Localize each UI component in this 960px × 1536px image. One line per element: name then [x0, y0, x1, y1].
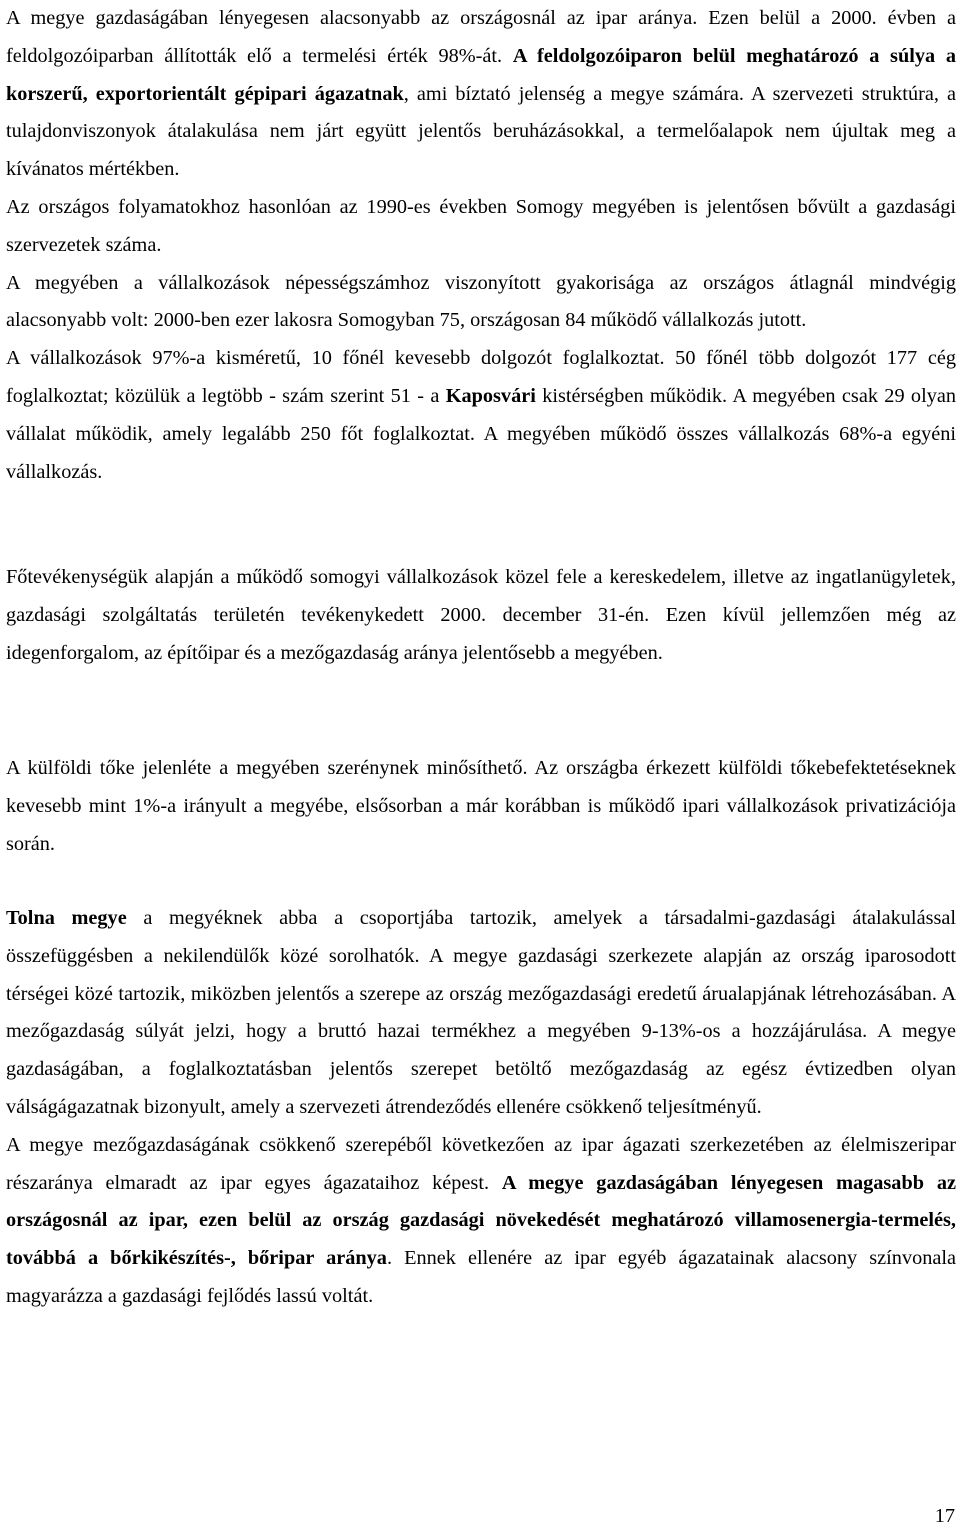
page-number: 17 [934, 1505, 955, 1527]
text-main-activity: Főtevékenységük alapján a működő somogyi vállalkozások közel fele a kereskedelem, illetve az ingatlanügyletek, gazdasági szolgáltatás területén tevékenykedett 2000. december 31-én. Ezen kívül jellemzően még az idegenforgalom, az építőipar és a mezőgazdaság aránya jelentősebb a megyében. [6, 566, 956, 664]
text-machine-industry-bold: A feldolgozóiparon belül meghatározó a súlya a korszerű, exportorientált gépipari ágazatnak [6, 44, 956, 105]
text-tolna-industry-bold: A megye gazdaságában lényegesen magasabb az országosnál az ipar, ezen belül az ország gazdasági növekedését meghatározó villamosenergia-termelés, továbbá a bőrkikészítés-, bőripar aránya [6, 1171, 956, 1270]
paragraph-tolna-structure [6, 900, 956, 1127]
paragraph-industry-share [6, 0, 956, 189]
paragraph-main-activity [6, 559, 956, 672]
text-kaposvari-bold: Kaposvári [445, 384, 536, 407]
text-enterprise-size-end: kistérségben működik. A megyében csak 29 olyan vállalat működik, amely legalább 250 főt foglalkoztat. A megyében működő összes vállalkozás 68%-a egyéni vállalkozás. [6, 384, 956, 483]
paragraph-enterprise-frequency [6, 265, 956, 341]
paragraph-tolna-industry [6, 1127, 956, 1316]
text-industry-share: A megye gazdaságában lényegesen alacsonyabb az országosnál az ipar aránya. Ezen belül a 2000. évben a feldolgozóiparban állították elő a termelési érték 98%-át. [6, 7, 956, 67]
text-structure: , ami bíztató jelenség a megye számára. A szervezeti struktúra, a tulajdonviszonyok átalakulása nem járt együtt jelentős beruházásokkal, a termelőalapok nem újultak meg a kívánatos mértékben. [6, 82, 957, 181]
paragraph-group-tolna [6, 900, 956, 1316]
paragraph-group-somogy-economy [6, 0, 956, 491]
text-enterprise-frequency: A megyében a vállalkozások népességszámhoz viszonyított gyakorisága az országos átlagnál mindvégig alacsonyabb volt: 2000-ben ezer lakosra Somogyban 75, országosan 84 működő vállalkozás jutott. [6, 271, 956, 332]
text-tolna-agriculture: A megye mezőgazdaságának csökkenő szerepéből következően az ipar ágazati szerkezetében az élelmiszeripar részaránya elmaradt az ipar egyes ágazataihoz képest. [6, 1133, 956, 1194]
text-tolna-conclusion: . Ennek ellenére az ipar egyéb ágazatainak alacsony színvonala magyarázza a gazdasági fejlődés lassú voltát. [6, 1247, 957, 1307]
text-tolna-structure: a megyéknek abba a csoportjába tartozik, amelyek a társadalmi-gazdasági átalakulással összefüggésben a nekilendülők közé sorolhatók. A megye gazdasági szerkezete alapján az ország iparosodott térségei közé tartozik, miközben jelentős a szerepe az ország mezőgazdasági eredetű árualapjának létrehozásában. A mezőgazdaság súlyát jelzi, hogy a bruttó hazai termékhez a megyében 9-13%-os a hozzájárulása. A megye gazdaságában, a foglalkoztatásban jelentős szerepet betöltő mezőgazdaság az egész évtizedben olyan válságágazatnak bizonyult, amely a szervezeti átrendeződés ellenére csökkenő teljesítményű. [6, 907, 956, 1118]
paragraph-enterprise-size [6, 340, 956, 491]
text-organizations-growth: Az országos folyamatokhoz hasonlóan az 1990-es években Somogy megyében is jelentősen bővült a gazdasági szervezetek száma. [6, 195, 956, 256]
text-enterprise-size: A vállalkozások 97%-a kisméretű, 10 főnél kevesebb dolgozót foglalkoztat. 50 főnél több dolgozót 177 cég foglalkoztat; közülük a legtöbb - szám szerint 51 - a [6, 347, 956, 407]
paragraph-foreign-capital [6, 750, 956, 863]
text-foreign-capital: A külföldi tőke jelenléte a megyében szerénynek minősíthető. Az országba érkezett külföldi tőkebefektetéseknek kevesebb mint 1%-a irányult a megyébe, elsősorban a már korábban is működő ipari vállalkozások privatizációja során. [6, 757, 956, 855]
text-tolna-megye-bold: Tolna megye [6, 907, 127, 929]
paragraph-organizations-growth [6, 189, 956, 265]
